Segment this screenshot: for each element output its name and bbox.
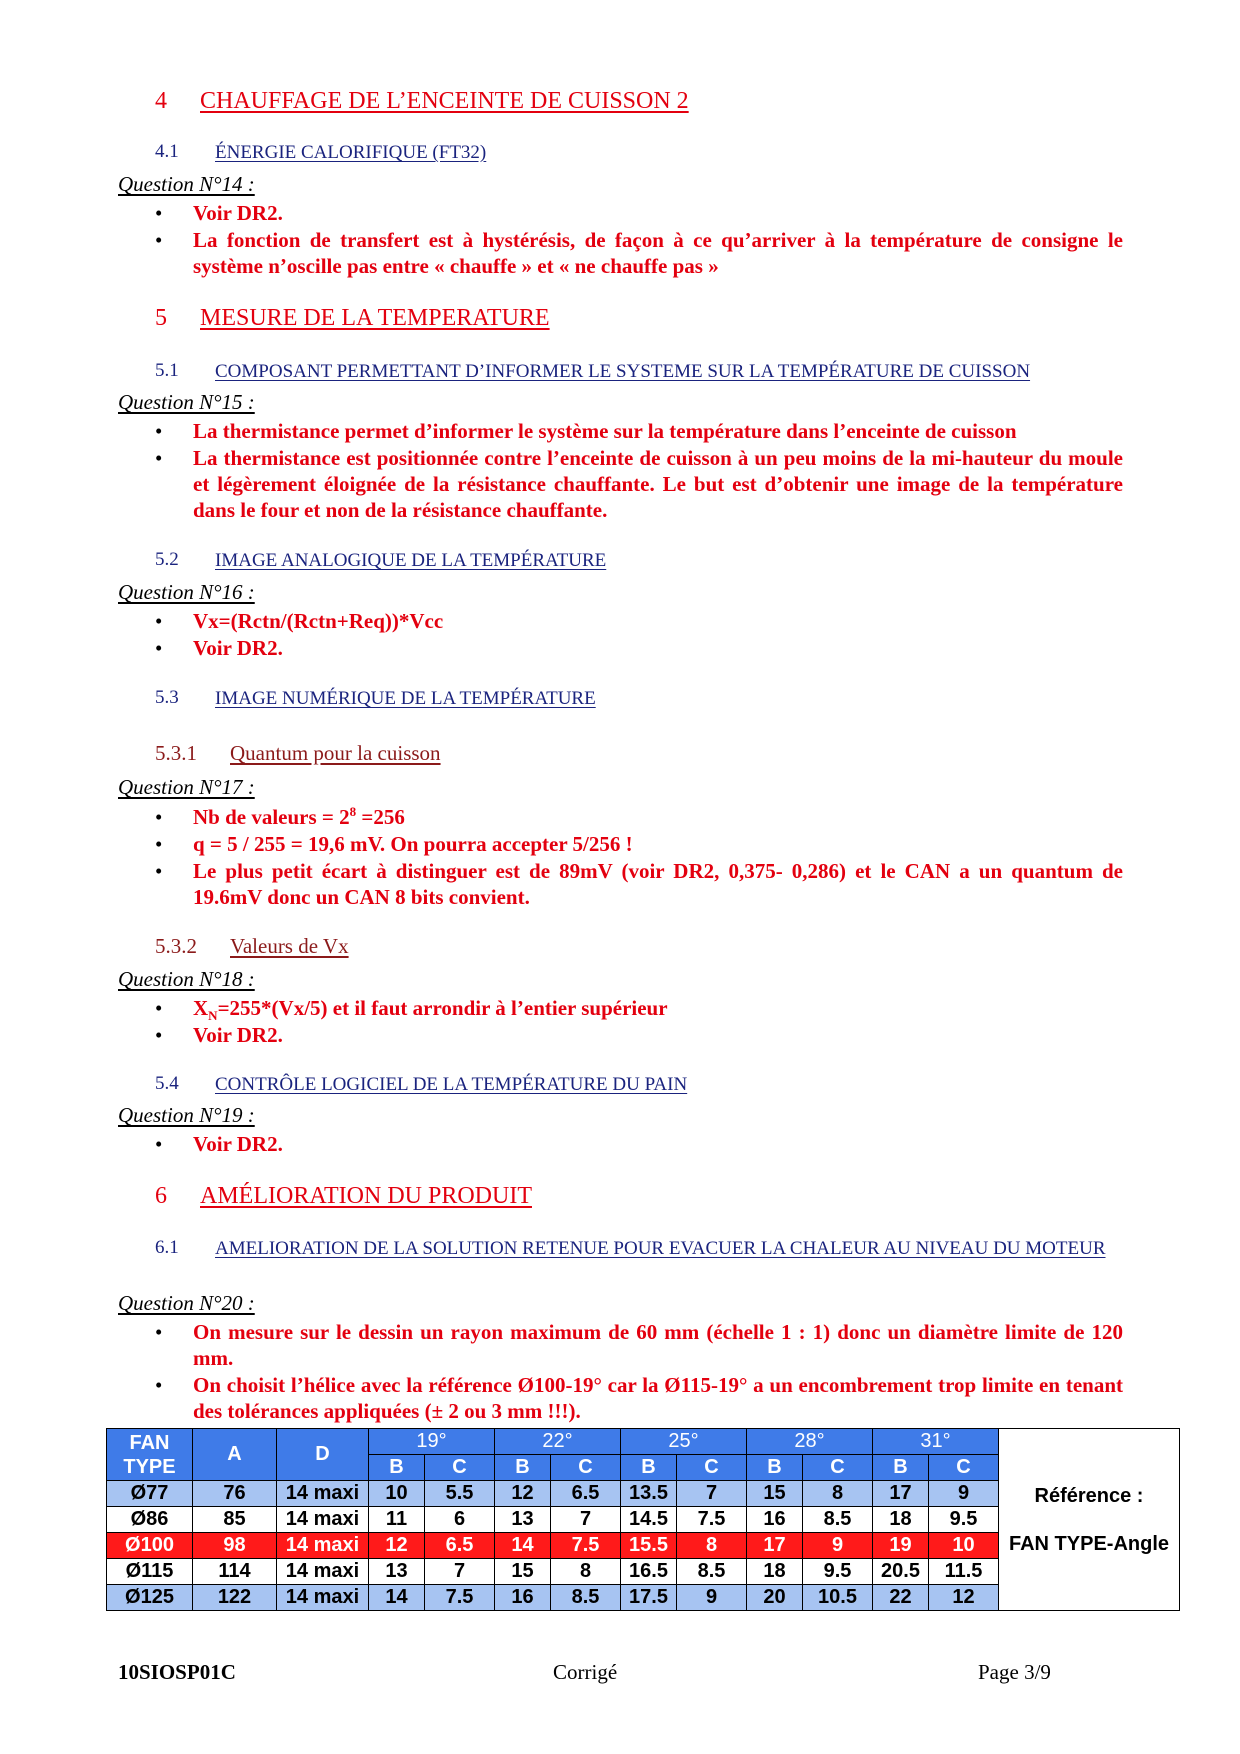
table-cell: 9.5 (803, 1559, 873, 1585)
heading-number: 5.3.2 (155, 934, 197, 958)
bullet: • (155, 805, 163, 829)
answer-text: Vx=(Rctn/(Rctn+Req))*Vcc (193, 609, 444, 633)
list-item (155, 804, 1123, 830)
reference-cell (999, 1429, 1180, 1611)
list-item (155, 1319, 1123, 1371)
heading-title: Valeurs de Vx (230, 934, 349, 958)
table-cell: 18 (873, 1507, 929, 1533)
col-c: C (929, 1455, 999, 1481)
table-cell: 10.5 (803, 1585, 873, 1611)
table-cell: Ø100 (107, 1533, 193, 1559)
heading-number: 5.1 (155, 360, 179, 381)
table-cell: 7 (677, 1481, 747, 1507)
bullet: • (155, 832, 163, 856)
table-cell: 6 (425, 1507, 495, 1533)
table-cell: 19 (873, 1533, 929, 1559)
table-cell: 16.5 (621, 1559, 677, 1585)
table-cell: 15 (495, 1559, 551, 1585)
col-angle-19: 19° (369, 1429, 495, 1455)
table-cell: 17 (873, 1481, 929, 1507)
table-cell: 114 (193, 1559, 277, 1585)
question-19-label: Question N°19 : (118, 1103, 255, 1127)
table-cell: 98 (193, 1533, 277, 1559)
exponent: 8 (349, 804, 357, 819)
question-14-label: Question N°14 : (118, 172, 255, 196)
bullet: • (155, 419, 163, 443)
question-18-label: Question N°18 : (118, 967, 255, 991)
table-cell: 14 maxi (277, 1481, 369, 1507)
table-cell: 8.5 (677, 1559, 747, 1585)
table-cell: 9 (929, 1481, 999, 1507)
heading-title: CHAUFFAGE DE L’ENCEINTE DE CUISSON 2 (200, 88, 689, 114)
table-cell: 85 (193, 1507, 277, 1533)
table-cell: 14 (369, 1585, 425, 1611)
table-cell: 10 (369, 1481, 425, 1507)
table-cell: 15.5 (621, 1533, 677, 1559)
col-b: B (495, 1455, 551, 1481)
table-cell: 11.5 (929, 1559, 999, 1585)
bullet: • (155, 609, 163, 633)
table-cell: 8.5 (551, 1585, 621, 1611)
bullet: • (155, 1023, 163, 1047)
col-d: D (277, 1429, 369, 1481)
table-cell: 14 (495, 1533, 551, 1559)
table-cell: 13 (369, 1559, 425, 1585)
answer-text: La thermistance permet d’informer le système sur la température dans l’enceinte de cuisson (193, 419, 1017, 443)
table-cell: 7.5 (551, 1533, 621, 1559)
question-18-answers (155, 995, 1123, 1049)
col-angle-28: 28° (747, 1429, 873, 1455)
table-cell: 8 (803, 1481, 873, 1507)
question-19-answers (155, 1131, 1123, 1158)
reference-value: FAN TYPE-Angle (1008, 1532, 1169, 1555)
bullet: • (155, 228, 163, 252)
list-item (155, 227, 1123, 279)
col-c: C (425, 1455, 495, 1481)
col-angle-22: 22° (495, 1429, 621, 1455)
list-item (155, 608, 1123, 634)
table-cell: 14 maxi (277, 1533, 369, 1559)
table-cell: 12 (495, 1481, 551, 1507)
bullet: • (155, 1373, 163, 1397)
list-item (155, 445, 1123, 523)
list-item (155, 995, 1123, 1024)
table-cell: Ø86 (107, 1507, 193, 1533)
table-cell: Ø115 (107, 1559, 193, 1585)
heading-number: 5 (155, 305, 167, 331)
question-20-answers (155, 1319, 1123, 1425)
table-cell: 17 (747, 1533, 803, 1559)
table-cell: 10 (929, 1533, 999, 1559)
heading-number: 5.3 (155, 687, 179, 708)
answer-text: Voir DR2. (193, 1132, 283, 1156)
col-angle-31: 31° (873, 1429, 999, 1455)
table-cell: 5.5 (425, 1481, 495, 1507)
table-header-row (107, 1429, 1180, 1455)
heading-title: MESURE DE LA TEMPERATURE (200, 305, 550, 331)
answer-text: =255*(Vx/5) et il faut arrondir à l’entier supérieur (217, 996, 668, 1020)
heading-title: Quantum pour la cuisson (230, 741, 441, 765)
heading-title: COMPOSANT PERMETTANT D’INFORMER LE SYSTEME SUR LA TEMPÉRATURE DE CUISSON (215, 361, 1031, 382)
answer-text: On mesure sur le dessin un rayon maximum de 60 mm (échelle 1 : 1) donc un diamètre limite de 120 mm. (193, 1320, 1123, 1370)
answer-text: Voir DR2. (193, 636, 283, 660)
table-cell: 76 (193, 1481, 277, 1507)
table-cell: 18 (747, 1559, 803, 1585)
table-cell: 8 (551, 1559, 621, 1585)
list-item (155, 1372, 1123, 1424)
answer-text: Voir DR2. (193, 201, 283, 225)
col-b: B (747, 1455, 803, 1481)
table-cell: 12 (929, 1585, 999, 1611)
question-14-answers (155, 200, 1123, 280)
table-cell: 7 (425, 1559, 495, 1585)
answer-text: On choisit l’hélice avec la référence Ø100-19° car la Ø115-19° a un encombrement trop limite en tenant des tolérances appliquées (± 2 ou 3 mm !!!). (193, 1373, 1123, 1423)
table-cell: Ø77 (107, 1481, 193, 1507)
heading-title: ÉNERGIE CALORIFIQUE (FT32) (215, 142, 487, 163)
table-cell: 9 (803, 1533, 873, 1559)
answer-text: Le plus petit écart à distinguer est de 89mV (voir DR2, 0,375- 0,286) et le CAN a un quantum de 19.6mV donc un CAN 8 bits convient. (193, 859, 1123, 909)
col-c: C (803, 1455, 873, 1481)
list-item (155, 200, 1123, 226)
list-item (155, 1022, 1123, 1048)
col-c: C (677, 1455, 747, 1481)
list-item (155, 418, 1123, 444)
question-20-label: Question N°20 : (118, 1291, 255, 1315)
question-17-answers (155, 804, 1123, 911)
question-15-answers (155, 418, 1123, 524)
col-c: C (551, 1455, 621, 1481)
bullet: • (155, 859, 163, 883)
list-item (155, 1131, 1123, 1157)
question-17-label: Question N°17 : (118, 775, 255, 799)
list-item (155, 858, 1123, 910)
table-cell: 9.5 (929, 1507, 999, 1533)
answer-text: Voir DR2. (193, 1023, 283, 1047)
heading-number: 5.2 (155, 549, 179, 570)
bullet: • (155, 1132, 163, 1156)
heading-number: 4 (155, 88, 167, 114)
footer-code: 10SIOSP01C (118, 1660, 236, 1684)
reference-label: Référence : (1034, 1484, 1144, 1507)
heading-title: AMÉLIORATION DU PRODUIT (200, 1183, 532, 1209)
table-cell: 13 (495, 1507, 551, 1533)
table-cell: 16 (495, 1585, 551, 1611)
footer-page-number: Page 3/9 (978, 1660, 1051, 1684)
heading-number: 6 (155, 1183, 167, 1209)
heading-title: IMAGE NUMÉRIQUE DE LA TEMPÉRATURE (215, 688, 596, 709)
table-cell: 17.5 (621, 1585, 677, 1611)
heading-number: 5.4 (155, 1073, 179, 1094)
heading-title: IMAGE ANALOGIQUE DE LA TEMPÉRATURE (215, 550, 607, 571)
bullet: • (155, 636, 163, 660)
table-cell: 122 (193, 1585, 277, 1611)
answer-text: Nb de valeurs = 2 (193, 805, 350, 829)
col-angle-25: 25° (621, 1429, 747, 1455)
question-16-answers (155, 608, 1123, 662)
answer-text: La fonction de transfert est à hystérésis, de façon à ce qu’arriver à la température de consigne le système n’oscille pas entre « chauffe » et « ne chauffe pas » (193, 228, 1123, 278)
footer-center: Corrigé (553, 1660, 618, 1684)
col-b: B (369, 1455, 425, 1481)
table-cell: 9 (677, 1585, 747, 1611)
table-cell: 22 (873, 1585, 929, 1611)
table-cell: 20.5 (873, 1559, 929, 1585)
table-cell: 7.5 (425, 1585, 495, 1611)
table-cell: 8.5 (803, 1507, 873, 1533)
col-b: B (621, 1455, 677, 1481)
table-cell: 14.5 (621, 1507, 677, 1533)
col-a: A (193, 1429, 277, 1481)
fan-type-table (106, 1428, 1180, 1611)
table-cell: 14 maxi (277, 1585, 369, 1611)
col-fan-type: FAN TYPE (107, 1429, 193, 1481)
heading-number: 5.3.1 (155, 741, 197, 765)
table-cell: 14 maxi (277, 1559, 369, 1585)
bullet: • (155, 996, 163, 1020)
table-cell: 13.5 (621, 1481, 677, 1507)
table-cell: 7 (551, 1507, 621, 1533)
answer-text: La thermistance est positionnée contre l’enceinte de cuisson à un peu moins de la mi-hauteur du moule et légèrement éloignée de la résistance chauffante. Le but est d’obtenir une image de la température dans le four et non de la résistance chauffante. (193, 446, 1123, 522)
bullet: • (155, 446, 163, 470)
table-cell: 11 (369, 1507, 425, 1533)
col-b: B (873, 1455, 929, 1481)
table-cell: 12 (369, 1533, 425, 1559)
question-16-label: Question N°16 : (118, 580, 255, 604)
answer-text: X (193, 996, 209, 1020)
answer-text: q = 5 / 255 = 19,6 mV. On pourra accepter 5/256 ! (193, 832, 633, 856)
heading-number: 6.1 (155, 1237, 179, 1258)
bullet: • (155, 1320, 163, 1344)
subscript: N (208, 1008, 218, 1024)
question-15-label: Question N°15 : (118, 390, 255, 414)
heading-title: CONTRÔLE LOGICIEL DE LA TEMPÉRATURE DU PAIN (215, 1074, 688, 1095)
list-item (155, 635, 1123, 661)
heading-title: AMELIORATION DE LA SOLUTION RETENUE POUR EVACUER LA CHALEUR AU NIVEAU DU MOTEUR (215, 1238, 1106, 1259)
table-cell: Ø125 (107, 1585, 193, 1611)
list-item (155, 831, 1123, 857)
table-cell: 15 (747, 1481, 803, 1507)
table-cell: 6.5 (551, 1481, 621, 1507)
table-cell: 14 maxi (277, 1507, 369, 1533)
table-cell: 8 (677, 1533, 747, 1559)
table-cell: 20 (747, 1585, 803, 1611)
table-cell: 6.5 (425, 1533, 495, 1559)
answer-text: =256 (356, 805, 405, 829)
bullet: • (155, 201, 163, 225)
table-cell: 16 (747, 1507, 803, 1533)
table-cell: 7.5 (677, 1507, 747, 1533)
heading-number: 4.1 (155, 141, 179, 162)
